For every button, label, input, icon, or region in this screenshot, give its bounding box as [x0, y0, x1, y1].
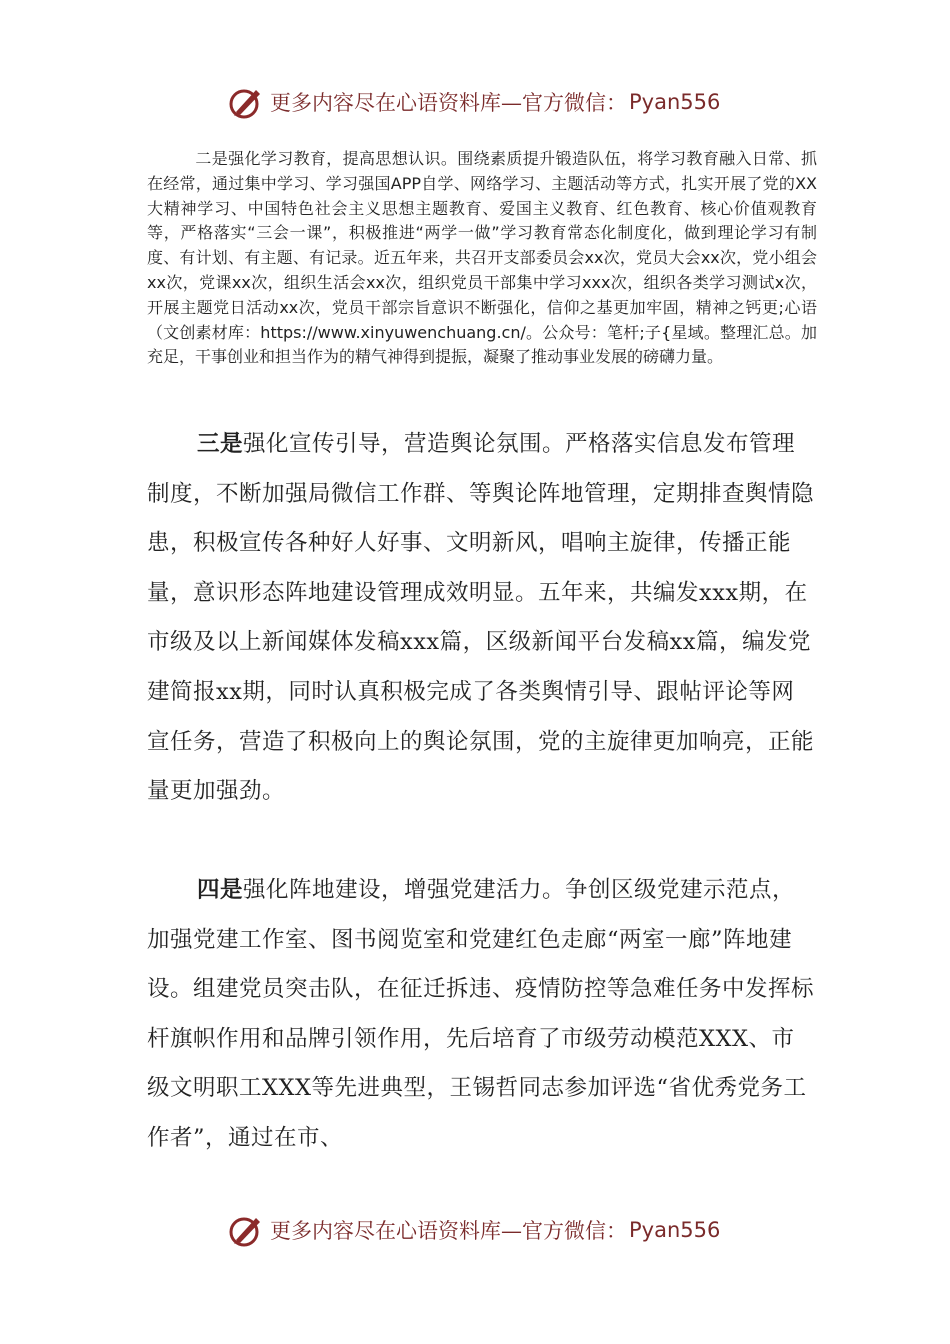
paragraph-three-lead: 三是 [197, 431, 244, 457]
watermark-text: 更多内容尽在心语资料库—官方微信： [270, 1219, 627, 1243]
paragraph-three [147, 420, 817, 817]
pen-logo-icon [226, 82, 266, 122]
watermark-text: 更多内容尽在心语资料库—官方微信： [270, 91, 627, 115]
wechat-id: Pyan556 [629, 1218, 721, 1242]
paragraph-four [147, 866, 817, 1164]
paragraph-two-text: 二是强化学习教育，提高思想认识。围绕素质提升锻造队伍，将学习教育融入日常、抓在经常，通过集中学习、学习强国APP自学、网络学习、主题活动等方式，扎实开展了党的XX大精神学习、中国特色社会主义思想主题教育、爱国主义教育、红色教育、核心价值观教育等，严格落实“三会一课”，积极推进“两学一做”学习教育常态化制度化，做到理论学习有制度、有计划、有主题、有记录。近五年来，共召开支部委员会xx次，党员大会xx次，党小组会xx次，党课xx次，组织生活会xx次，组织党员干部集中学习xxx次，组织各类学习测试x次，开展主题党日活动xx次，党员干部宗旨意识不断强化，信仰之基更加牢固，精神之钙更;心语（文创素材库：https://www.xinyuwenchuang.cn/。公众号：笔杆;子{星域。整理汇总。加充足，干事创业和担当作为的精气神得到提振，凝聚了推动事业发展的磅礴力量。 [147, 149, 817, 367]
paragraph-four-text: 强化阵地建设，增强党建活力。争创区级党建示范点，加强党建工作室、图书阅览室和党建红色走廊“两室一廊”阵地建设。组建党员突击队，在征迁拆违、疫情防控等急难任务中发挥标杆旗帜作用和品牌引领作用，先后培育了市级劳动模范XXX、市级文明职工XXX等先进典型，王锡哲同志参加评选“省优秀党务工作者”，通过在市、 [147, 877, 815, 1151]
footer-watermark [0, 1208, 950, 1252]
header-watermark [0, 80, 950, 124]
wechat-id: Pyan556 [629, 90, 721, 114]
paragraph-two [147, 147, 817, 370]
paragraph-four-lead: 四是 [197, 877, 244, 903]
paragraph-three-text: 强化宣传引导，营造舆论氛围。严格落实信息发布管理制度，不断加强局微信工作群、等舆论阵地管理，定期排查舆情隐患，积极宣传各种好人好事、文明新风，唱响主旋律，传播正能量，意识形态阵地建设管理成效明显。五年来，共编发xxx期，在市级及以上新闻媒体发稿xxx篇，区级新闻平台发稿xx篇，编发党建简报xx期，同时认真积极完成了各类舆情引导、跟帖评论等网宣任务，营造了积极向上的舆论氛围，党的主旋律更加响亮，正能量更加强劲。 [147, 431, 815, 805]
pen-logo-icon [226, 1210, 266, 1250]
